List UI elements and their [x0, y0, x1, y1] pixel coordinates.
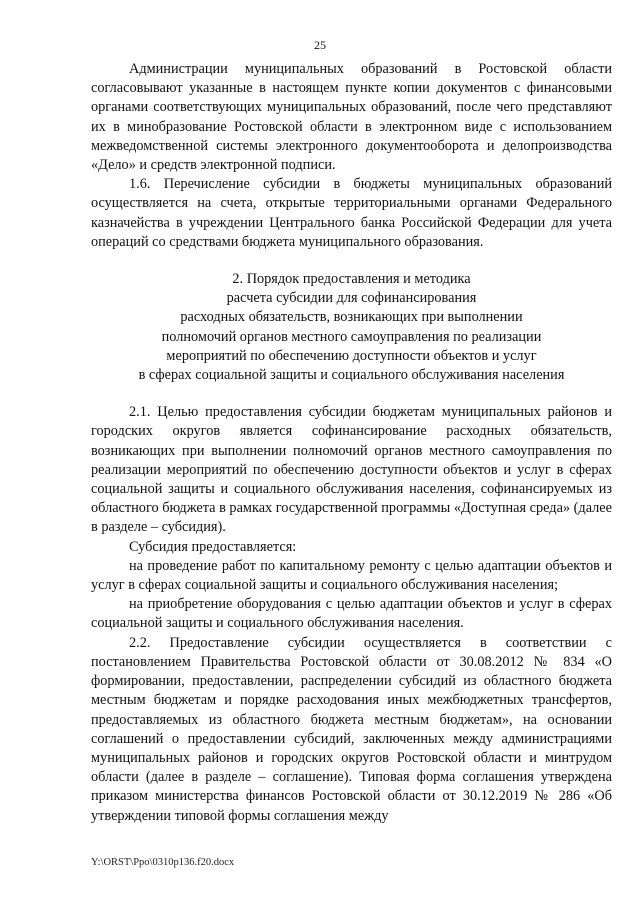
section-title-line: расходных обязательств, возникающих при выполнении [180, 309, 523, 326]
paragraph-subsidy-provided: Субсидия предоставляется: [129, 538, 297, 555]
spacer [91, 252, 612, 270]
section-title [91, 270, 612, 385]
footer-file-path: Y:\ORST\Ppo\0310p136.f20.docx [91, 857, 235, 868]
paragraph-capital-repair: на проведение работ по капитальному ремонту с целью адаптации объектов и услуг в сферах социальной защиты и социального обслуживания населения; [91, 557, 612, 594]
document-body [91, 60, 612, 826]
spacer [91, 385, 612, 403]
paragraph-2-2: 2.2. Предоставление субсидии осуществляется в соответствии с постановлением Правительства Ростовской области от 30.08.2012 № 834 «О формировании, предоставлении, распределении субсидий из областного бюджета местным бюджетам и порядке расходования иных межбюджетных трансфертов, предоставляемых из областного бюджета местным бюджетам», на основании соглашений о предоставлении субсидий, заключенных между администрациями муниципальных районов и городских округов Ростовской области и минтрудом области (далее в разделе – соглашение). Типовая форма соглашения утверждена приказом министерства финансов Ростовской области от 30.12.2019 № 286 «Об утверждении типовой формы соглашения между [91, 634, 612, 824]
paragraph-2-1: 2.1. Целью предоставления субсидии бюджетам муниципальных районов и городских округов является софинансирование расходных обязательств, возникающих при выполнении полномочий органов местного самоуправления по реализации мероприятий по обеспечению доступности объектов и услуг в сферах социальной защиты и социального обслуживания населения, софинансируемых из областного бюджета в рамках государственной программы «Доступная среда» (далее в разделе – субсидия). [91, 404, 612, 536]
page-number: 25 [314, 38, 326, 52]
section-title-line: полномочий органов местного самоуправления по реализации [161, 328, 542, 345]
section-title-line: расчета субсидии для софинансирования [226, 290, 477, 307]
paragraph-equipment: на приобретение оборудования с целью адаптации объектов и услуг в сферах социальной защиты и социального обслуживания населения. [91, 596, 612, 632]
paragraph-1-6: 1.6. Перечисление субсидии в бюджеты муниципальных образований осуществляется на счета, открытые территориальными органами Федерального казначейства в учреждении Центрального банка Российской Федерации для учета операций со средствами бюджета муниципального образования. [91, 176, 612, 250]
section-title-line: 2. Порядок предоставления и методика [232, 271, 471, 288]
section-title-line: мероприятий по обеспечению доступности объектов и услуг [166, 347, 537, 364]
section-title-line: в сферах социальной защиты и социального обслуживания населения [138, 367, 565, 384]
paragraph-administration: Администрации муниципальных образований в Ростовской области согласовывают указанные в настоящем пункте копии документов с финансовыми органами соответствующих муниципальных образований, после чего представляют их в минобразование Ростовской области в электронном виде с использованием межведомственной системы электронного документооборота и делопроизводства «Дело» и средств электронной подписи. [91, 61, 612, 174]
